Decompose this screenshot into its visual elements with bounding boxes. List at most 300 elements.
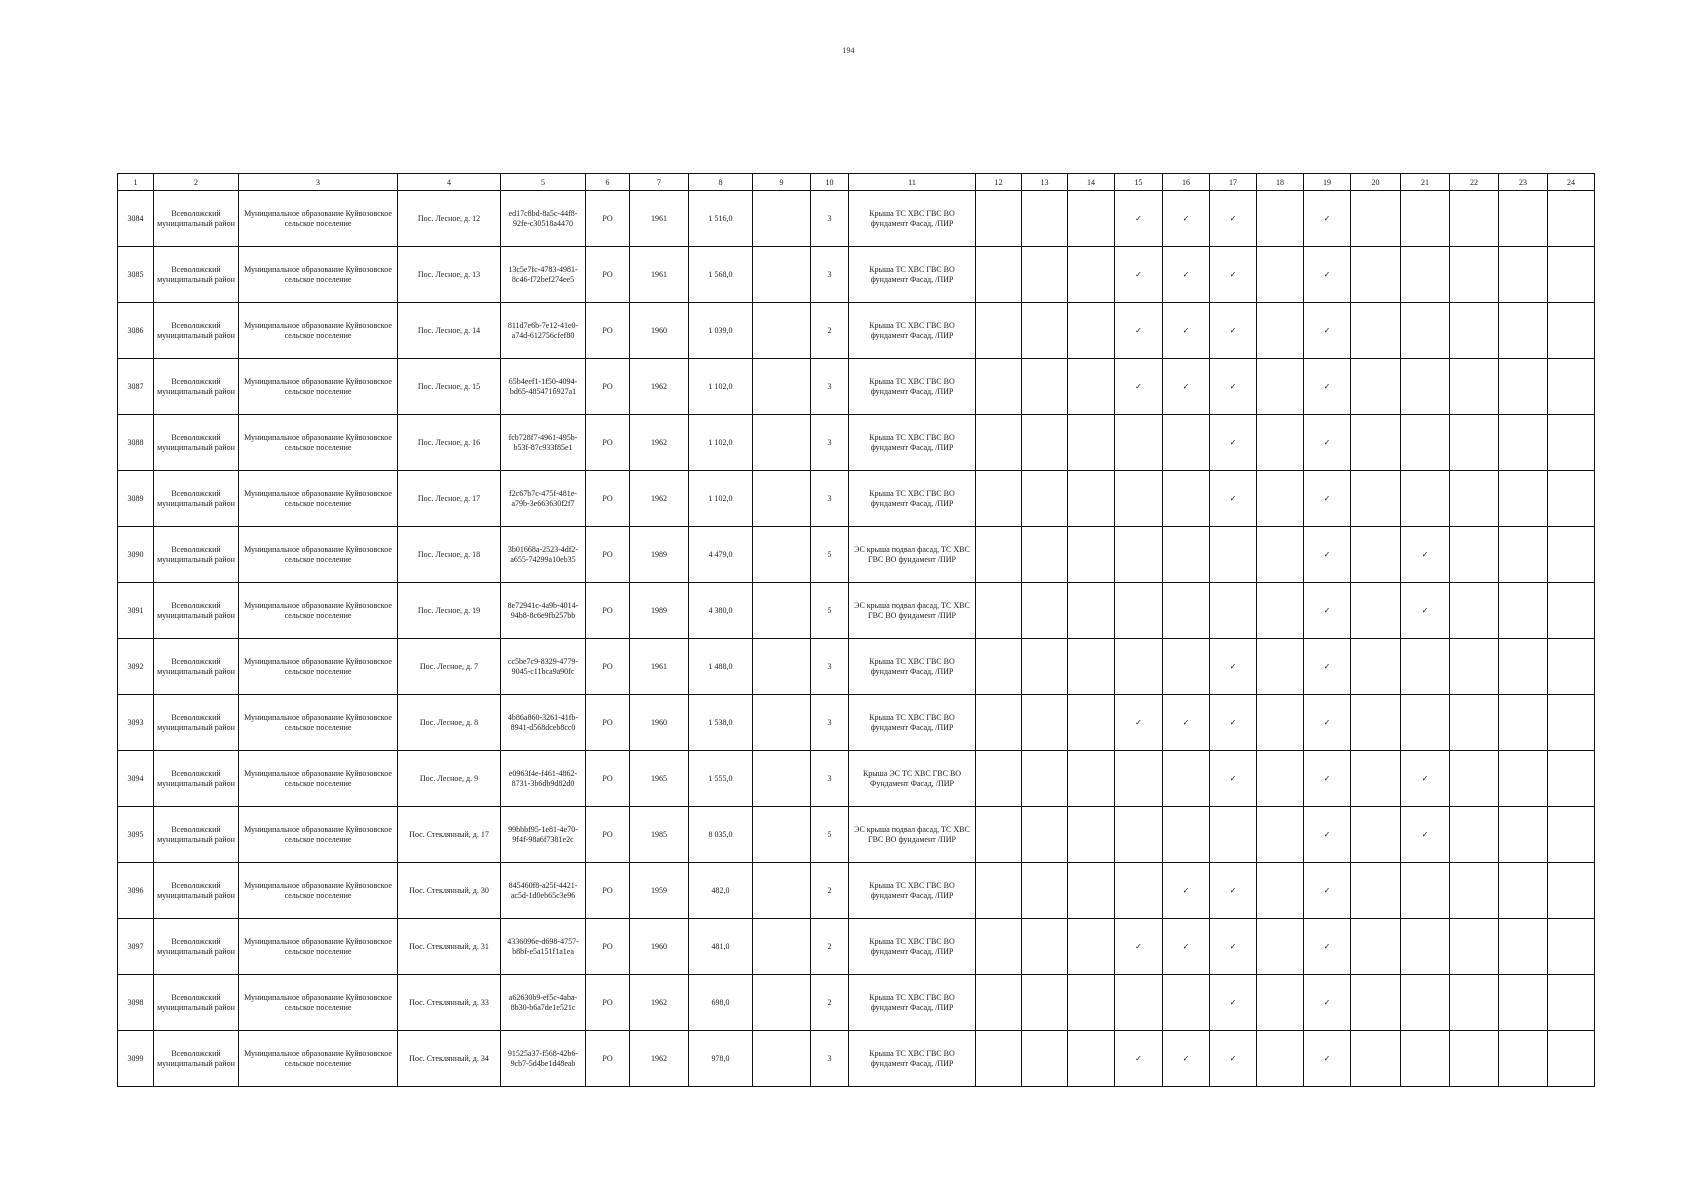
empty-cell (1068, 975, 1115, 1031)
check-mark-icon: ✓ (1163, 863, 1210, 919)
table-row (118, 303, 1595, 359)
works-list-cell: Крыша ТС ХВС ГВС ВО фундамент Фасад, /ПИР (849, 695, 976, 751)
empty-cell (1022, 919, 1068, 975)
check-mark-icon: ✓ (1210, 247, 1257, 303)
table-row (118, 527, 1595, 583)
area-cell: 4 380,0 (689, 583, 753, 639)
empty-cell (1548, 639, 1595, 695)
column-header-13: 13 (1022, 174, 1068, 191)
address-cell: Пос. Стеклянный, д. 30 (398, 863, 501, 919)
empty-cell (1499, 695, 1548, 751)
house-guid-cell: 8e72941c-4a9b-4014-94b8-8c6e9fb257bb (501, 583, 586, 639)
empty-cell (1548, 527, 1595, 583)
column-header-2: 2 (154, 174, 239, 191)
empty-cell (1257, 919, 1304, 975)
area-cell: 978,0 (689, 1031, 753, 1087)
house-guid-cell: 99bbbf95-1e81-4e70-9f4f-98a6f7381e2c (501, 807, 586, 863)
check-mark-icon: ✓ (1401, 583, 1450, 639)
house-guid-cell: f2c67b7c-475f-481e-a79b-3e663630f2f7 (501, 471, 586, 527)
empty-cell (1351, 807, 1401, 863)
empty-cell (1450, 1031, 1499, 1087)
empty-cell (1548, 975, 1595, 1031)
empty-cell (1351, 919, 1401, 975)
column-header-15: 15 (1115, 174, 1163, 191)
empty-cell (1401, 695, 1450, 751)
empty-cell (1499, 415, 1548, 471)
empty-cell (1022, 1031, 1068, 1087)
empty-cell (1499, 303, 1548, 359)
row-number: 3094 (118, 751, 154, 807)
check-mark-icon: ✓ (1210, 639, 1257, 695)
empty-cell (1068, 1031, 1115, 1087)
empty-cell (1401, 415, 1450, 471)
empty-cell (976, 527, 1022, 583)
house-guid-cell: a62630b9-ef5c-4aba-8b30-b6a7de1e521c (501, 975, 586, 1031)
empty-cell (1499, 583, 1548, 639)
municipality-cell: Муниципальное образование Куйвозовское сельское поселение (239, 975, 398, 1031)
empty-cell (1401, 639, 1450, 695)
check-mark-icon: ✓ (1304, 751, 1351, 807)
check-mark-icon: ✓ (1115, 303, 1163, 359)
district-cell: Всеволожский муниципальный район (154, 303, 239, 359)
empty-cell (1022, 975, 1068, 1031)
municipality-cell: Муниципальное образование Куйвозовское сельское поселение (239, 1031, 398, 1087)
works-list-cell: Крыша ТС ХВС ГВС ВО фундамент Фасад, /ПИР (849, 639, 976, 695)
address-cell: Пос. Стеклянный, д. 17 (398, 807, 501, 863)
check-mark-icon: ✓ (1210, 359, 1257, 415)
check-mark-icon: ✓ (1304, 975, 1351, 1031)
empty-cell (1022, 247, 1068, 303)
empty-cell (976, 1031, 1022, 1087)
address-cell: Пос. Стеклянный, д. 34 (398, 1031, 501, 1087)
empty-cell (1548, 303, 1595, 359)
municipality-cell: Муниципальное образование Куйвозовское сельское поселение (239, 415, 398, 471)
works-list-cell: Крыша ТС ХВС ГВС ВО фундамент Фасад, /ПИР (849, 471, 976, 527)
column-header-10: 10 (811, 174, 849, 191)
check-mark-icon: ✓ (1304, 359, 1351, 415)
floors-cell: 2 (811, 975, 849, 1031)
empty-cell (1401, 359, 1450, 415)
municipality-cell: Муниципальное образование Куйвозовское сельское поселение (239, 527, 398, 583)
empty-cell (1351, 359, 1401, 415)
empty-cell (1548, 471, 1595, 527)
empty-cell (1499, 975, 1548, 1031)
row-number: 3087 (118, 359, 154, 415)
empty-cell (1351, 191, 1401, 247)
check-mark-icon: ✓ (1304, 807, 1351, 863)
empty-cell (1401, 1031, 1450, 1087)
address-cell: Пос. Лесное, д. 19 (398, 583, 501, 639)
build-year-cell: 1961 (630, 247, 689, 303)
empty-cell (1068, 303, 1115, 359)
empty-cell (1022, 191, 1068, 247)
check-mark-icon: ✓ (1401, 527, 1450, 583)
works-list-cell: Крыша ЭС ТС ХВС ГВС ВО Фундамент Фасад, /ПИР (849, 751, 976, 807)
empty-cell (1257, 751, 1304, 807)
area-cell: 1 538,0 (689, 695, 753, 751)
empty-cell (1499, 247, 1548, 303)
ownership-type-cell: РО (586, 247, 630, 303)
empty-cell (1257, 247, 1304, 303)
build-year-cell: 1962 (630, 359, 689, 415)
empty-cell (1351, 975, 1401, 1031)
check-mark-icon: ✓ (1304, 415, 1351, 471)
empty-cell (976, 415, 1022, 471)
check-mark-icon: ✓ (1304, 863, 1351, 919)
ownership-type-cell: РО (586, 471, 630, 527)
column-9-cell (753, 247, 811, 303)
table-row (118, 807, 1595, 863)
empty-cell (1450, 415, 1499, 471)
floors-cell: 3 (811, 471, 849, 527)
district-cell: Всеволожский муниципальный район (154, 975, 239, 1031)
empty-cell (1163, 975, 1210, 1031)
empty-cell (1257, 639, 1304, 695)
row-number: 3086 (118, 303, 154, 359)
row-number: 3098 (118, 975, 154, 1031)
column-header-7: 7 (630, 174, 689, 191)
check-mark-icon: ✓ (1304, 639, 1351, 695)
district-cell: Всеволожский муниципальный район (154, 471, 239, 527)
check-mark-icon: ✓ (1210, 695, 1257, 751)
floors-cell: 3 (811, 415, 849, 471)
column-header-17: 17 (1210, 174, 1257, 191)
empty-cell (1257, 471, 1304, 527)
area-cell: 1 102,0 (689, 471, 753, 527)
empty-cell (1068, 807, 1115, 863)
empty-cell (1115, 863, 1163, 919)
works-list-cell: Крыша ТС ХВС ГВС ВО фундамент Фасад, /ПИР (849, 247, 976, 303)
house-guid-cell: ed17c8bd-8a5c-44f8-92fe-c30518a4470 (501, 191, 586, 247)
house-guid-cell: fcb728f7-4961-495b-b53f-87c933f85e1 (501, 415, 586, 471)
municipality-cell: Муниципальное образование Куйвозовское сельское поселение (239, 807, 398, 863)
floors-cell: 3 (811, 639, 849, 695)
check-mark-icon: ✓ (1304, 527, 1351, 583)
empty-cell (1257, 415, 1304, 471)
check-mark-icon: ✓ (1210, 415, 1257, 471)
column-9-cell (753, 639, 811, 695)
empty-cell (1163, 415, 1210, 471)
floors-cell: 3 (811, 359, 849, 415)
works-list-cell: Крыша ТС ХВС ГВС ВО фундамент Фасад, /ПИР (849, 975, 976, 1031)
check-mark-icon: ✓ (1115, 919, 1163, 975)
empty-cell (1548, 919, 1595, 975)
ownership-type-cell: РО (586, 919, 630, 975)
empty-cell (1401, 303, 1450, 359)
row-number: 3097 (118, 919, 154, 975)
ownership-type-cell: РО (586, 1031, 630, 1087)
municipality-cell: Муниципальное образование Куйвозовское сельское поселение (239, 247, 398, 303)
empty-cell (1068, 471, 1115, 527)
empty-cell (976, 247, 1022, 303)
empty-cell (1450, 471, 1499, 527)
house-guid-cell: 811d7e6b-7e12-41e0-a74d-612756cfef80 (501, 303, 586, 359)
house-guid-cell: 13c5e7fc-4783-4981-8c46-f72bef274ee5 (501, 247, 586, 303)
check-mark-icon: ✓ (1304, 303, 1351, 359)
build-year-cell: 1961 (630, 639, 689, 695)
empty-cell (1351, 639, 1401, 695)
area-cell: 4 479,0 (689, 527, 753, 583)
empty-cell (1548, 415, 1595, 471)
municipality-cell: Муниципальное образование Куйвозовское сельское поселение (239, 359, 398, 415)
area-cell: 1 102,0 (689, 359, 753, 415)
empty-cell (1351, 863, 1401, 919)
works-list-cell: ЭС крыша подвал фасад, ТС ХВС ГВС ВО фундамент /ПИР (849, 527, 976, 583)
ownership-type-cell: РО (586, 303, 630, 359)
check-mark-icon: ✓ (1210, 751, 1257, 807)
empty-cell (1068, 583, 1115, 639)
district-cell: Всеволожский муниципальный район (154, 527, 239, 583)
floors-cell: 5 (811, 527, 849, 583)
empty-cell (976, 471, 1022, 527)
empty-cell (1068, 695, 1115, 751)
empty-cell (1548, 863, 1595, 919)
district-cell: Всеволожский муниципальный район (154, 359, 239, 415)
check-mark-icon: ✓ (1210, 191, 1257, 247)
house-guid-cell: 65b4eef1-1f50-4094-bd65-485471б927а1 (501, 359, 586, 415)
column-9-cell (753, 303, 811, 359)
column-header-22: 22 (1450, 174, 1499, 191)
works-list-cell: Крыша ТС ХВС ГВС ВО фундамент Фасад, /ПИР (849, 359, 976, 415)
build-year-cell: 1965 (630, 751, 689, 807)
empty-cell (1548, 1031, 1595, 1087)
floors-cell: 5 (811, 807, 849, 863)
column-header-20: 20 (1351, 174, 1401, 191)
floors-cell: 5 (811, 583, 849, 639)
empty-cell (1115, 471, 1163, 527)
empty-cell (1068, 751, 1115, 807)
district-cell: Всеволожский муниципальный район (154, 415, 239, 471)
check-mark-icon: ✓ (1210, 303, 1257, 359)
column-header-3: 3 (239, 174, 398, 191)
district-cell: Всеволожский муниципальный район (154, 807, 239, 863)
empty-cell (1210, 527, 1257, 583)
empty-cell (1257, 695, 1304, 751)
empty-cell (1351, 751, 1401, 807)
check-mark-icon: ✓ (1304, 1031, 1351, 1087)
row-number: 3093 (118, 695, 154, 751)
empty-cell (976, 975, 1022, 1031)
column-9-cell (753, 919, 811, 975)
house-guid-cell: 4336096e-d698-4757-b8bf-e5a151f1a1ea (501, 919, 586, 975)
empty-cell (1401, 975, 1450, 1031)
row-number: 3090 (118, 527, 154, 583)
ownership-type-cell: РО (586, 751, 630, 807)
empty-cell (1210, 583, 1257, 639)
empty-cell (1257, 807, 1304, 863)
column-header-5: 5 (501, 174, 586, 191)
empty-cell (976, 807, 1022, 863)
floors-cell: 2 (811, 863, 849, 919)
empty-cell (1022, 695, 1068, 751)
ownership-type-cell: РО (586, 583, 630, 639)
check-mark-icon: ✓ (1210, 919, 1257, 975)
empty-cell (1499, 359, 1548, 415)
empty-cell (976, 639, 1022, 695)
municipality-cell: Муниципальное образование Куйвозовское сельское поселение (239, 863, 398, 919)
ownership-type-cell: РО (586, 359, 630, 415)
empty-cell (1548, 583, 1595, 639)
ownership-type-cell: РО (586, 527, 630, 583)
floors-cell: 3 (811, 191, 849, 247)
column-header-11: 11 (849, 174, 976, 191)
ownership-type-cell: РО (586, 639, 630, 695)
table-body (118, 191, 1595, 1087)
works-list-cell: ЭС крыша подвал фасад, ТС ХВС ГВС ВО фундамент /ПИР (849, 583, 976, 639)
table-row (118, 695, 1595, 751)
column-header-21: 21 (1401, 174, 1450, 191)
ownership-type-cell: РО (586, 415, 630, 471)
works-list-cell: ЭС крыша подвал фасад, ТС ХВС ГВС ВО фундамент /ПИР (849, 807, 976, 863)
empty-cell (1210, 807, 1257, 863)
build-year-cell: 1962 (630, 471, 689, 527)
column-header-6: 6 (586, 174, 630, 191)
empty-cell (1257, 359, 1304, 415)
build-year-cell: 1962 (630, 975, 689, 1031)
address-cell: Пос. Лесное, д. 17 (398, 471, 501, 527)
empty-cell (1022, 639, 1068, 695)
empty-cell (1401, 919, 1450, 975)
empty-cell (1257, 863, 1304, 919)
empty-cell (1450, 303, 1499, 359)
ownership-type-cell: РО (586, 807, 630, 863)
empty-cell (1022, 863, 1068, 919)
column-header-1: 1 (118, 174, 154, 191)
check-mark-icon: ✓ (1304, 695, 1351, 751)
table-row (118, 975, 1595, 1031)
row-number: 3095 (118, 807, 154, 863)
house-guid-cell: e0963f4e-f461-4862-8731-3b6db9d82d0 (501, 751, 586, 807)
housing-registry-table (117, 173, 1595, 1087)
empty-cell (1022, 359, 1068, 415)
empty-cell (1499, 471, 1548, 527)
address-cell: Пос. Лесное, д. 14 (398, 303, 501, 359)
address-cell: Пос. Лесное, д. 12 (398, 191, 501, 247)
build-year-cell: 1962 (630, 415, 689, 471)
check-mark-icon: ✓ (1115, 247, 1163, 303)
check-mark-icon: ✓ (1304, 919, 1351, 975)
column-header-8: 8 (689, 174, 753, 191)
empty-cell (1450, 751, 1499, 807)
empty-cell (1022, 415, 1068, 471)
house-guid-cell: 4b86a860-3261-41fb-8941-d568dceb8cc0 (501, 695, 586, 751)
check-mark-icon: ✓ (1304, 583, 1351, 639)
empty-cell (1450, 975, 1499, 1031)
address-cell: Пос. Лесное, д. 9 (398, 751, 501, 807)
row-number: 3085 (118, 247, 154, 303)
district-cell: Всеволожский муниципальный район (154, 639, 239, 695)
check-mark-icon: ✓ (1163, 359, 1210, 415)
empty-cell (1068, 247, 1115, 303)
empty-cell (1115, 527, 1163, 583)
column-9-cell (753, 191, 811, 247)
empty-cell (1068, 359, 1115, 415)
address-cell: Пос. Лесное, д. 13 (398, 247, 501, 303)
table-row (118, 247, 1595, 303)
empty-cell (1115, 639, 1163, 695)
floors-cell: 3 (811, 751, 849, 807)
district-cell: Всеволожский муниципальный район (154, 247, 239, 303)
empty-cell (1401, 863, 1450, 919)
column-9-cell (753, 751, 811, 807)
empty-cell (1450, 247, 1499, 303)
municipality-cell: Муниципальное образование Куйвозовское сельское поселение (239, 751, 398, 807)
empty-cell (1499, 751, 1548, 807)
build-year-cell: 1989 (630, 583, 689, 639)
build-year-cell: 1961 (630, 191, 689, 247)
table-row (118, 191, 1595, 247)
works-list-cell: Крыша ТС ХВС ГВС ВО фундамент Фасад, /ПИР (849, 415, 976, 471)
district-cell: Всеволожский муниципальный район (154, 695, 239, 751)
check-mark-icon: ✓ (1210, 471, 1257, 527)
build-year-cell: 1962 (630, 1031, 689, 1087)
table-row (118, 863, 1595, 919)
column-header-19: 19 (1304, 174, 1351, 191)
column-header-24: 24 (1548, 174, 1595, 191)
column-9-cell (753, 583, 811, 639)
area-cell: 1 039,0 (689, 303, 753, 359)
house-guid-cell: 845460f8-a25f-4421-ac5d-1d0eb65c3e96 (501, 863, 586, 919)
empty-cell (1115, 583, 1163, 639)
empty-cell (1401, 471, 1450, 527)
row-number: 3091 (118, 583, 154, 639)
check-mark-icon: ✓ (1163, 303, 1210, 359)
works-list-cell: Крыша ТС ХВС ГВС ВО фундамент Фасад, /ПИР (849, 863, 976, 919)
empty-cell (1115, 751, 1163, 807)
empty-cell (1257, 583, 1304, 639)
empty-cell (1351, 471, 1401, 527)
empty-cell (1499, 527, 1548, 583)
table-row (118, 583, 1595, 639)
check-mark-icon: ✓ (1115, 191, 1163, 247)
district-cell: Всеволожский муниципальный район (154, 863, 239, 919)
row-number: 3084 (118, 191, 154, 247)
build-year-cell: 1989 (630, 527, 689, 583)
empty-cell (1548, 191, 1595, 247)
address-cell: Пос. Стеклянный, д. 31 (398, 919, 501, 975)
empty-cell (1022, 471, 1068, 527)
area-cell: 482,0 (689, 863, 753, 919)
empty-cell (1351, 527, 1401, 583)
check-mark-icon: ✓ (1210, 975, 1257, 1031)
empty-cell (1351, 415, 1401, 471)
area-cell: 1 568,0 (689, 247, 753, 303)
empty-cell (1068, 415, 1115, 471)
empty-cell (1351, 583, 1401, 639)
column-header-16: 16 (1163, 174, 1210, 191)
column-9-cell (753, 359, 811, 415)
check-mark-icon: ✓ (1115, 1031, 1163, 1087)
empty-cell (1548, 247, 1595, 303)
empty-cell (1450, 359, 1499, 415)
empty-cell (1499, 863, 1548, 919)
address-cell: Пос. Лесное, д. 8 (398, 695, 501, 751)
empty-cell (1068, 191, 1115, 247)
empty-cell (1351, 247, 1401, 303)
municipality-cell: Муниципальное образование Куйвозовское сельское поселение (239, 191, 398, 247)
empty-cell (1163, 527, 1210, 583)
empty-cell (1401, 247, 1450, 303)
table-row (118, 639, 1595, 695)
table-row (118, 359, 1595, 415)
floors-cell: 2 (811, 919, 849, 975)
municipality-cell: Муниципальное образование Куйвозовское сельское поселение (239, 695, 398, 751)
empty-cell (1450, 527, 1499, 583)
empty-cell (1022, 583, 1068, 639)
house-guid-cell: 91525a37-f568-42b6-9cb7-5d4be1d48eab (501, 1031, 586, 1087)
house-guid-cell: 3b01668a-2523-4df2-a655-74299a10eb35 (501, 527, 586, 583)
column-header-23: 23 (1499, 174, 1548, 191)
